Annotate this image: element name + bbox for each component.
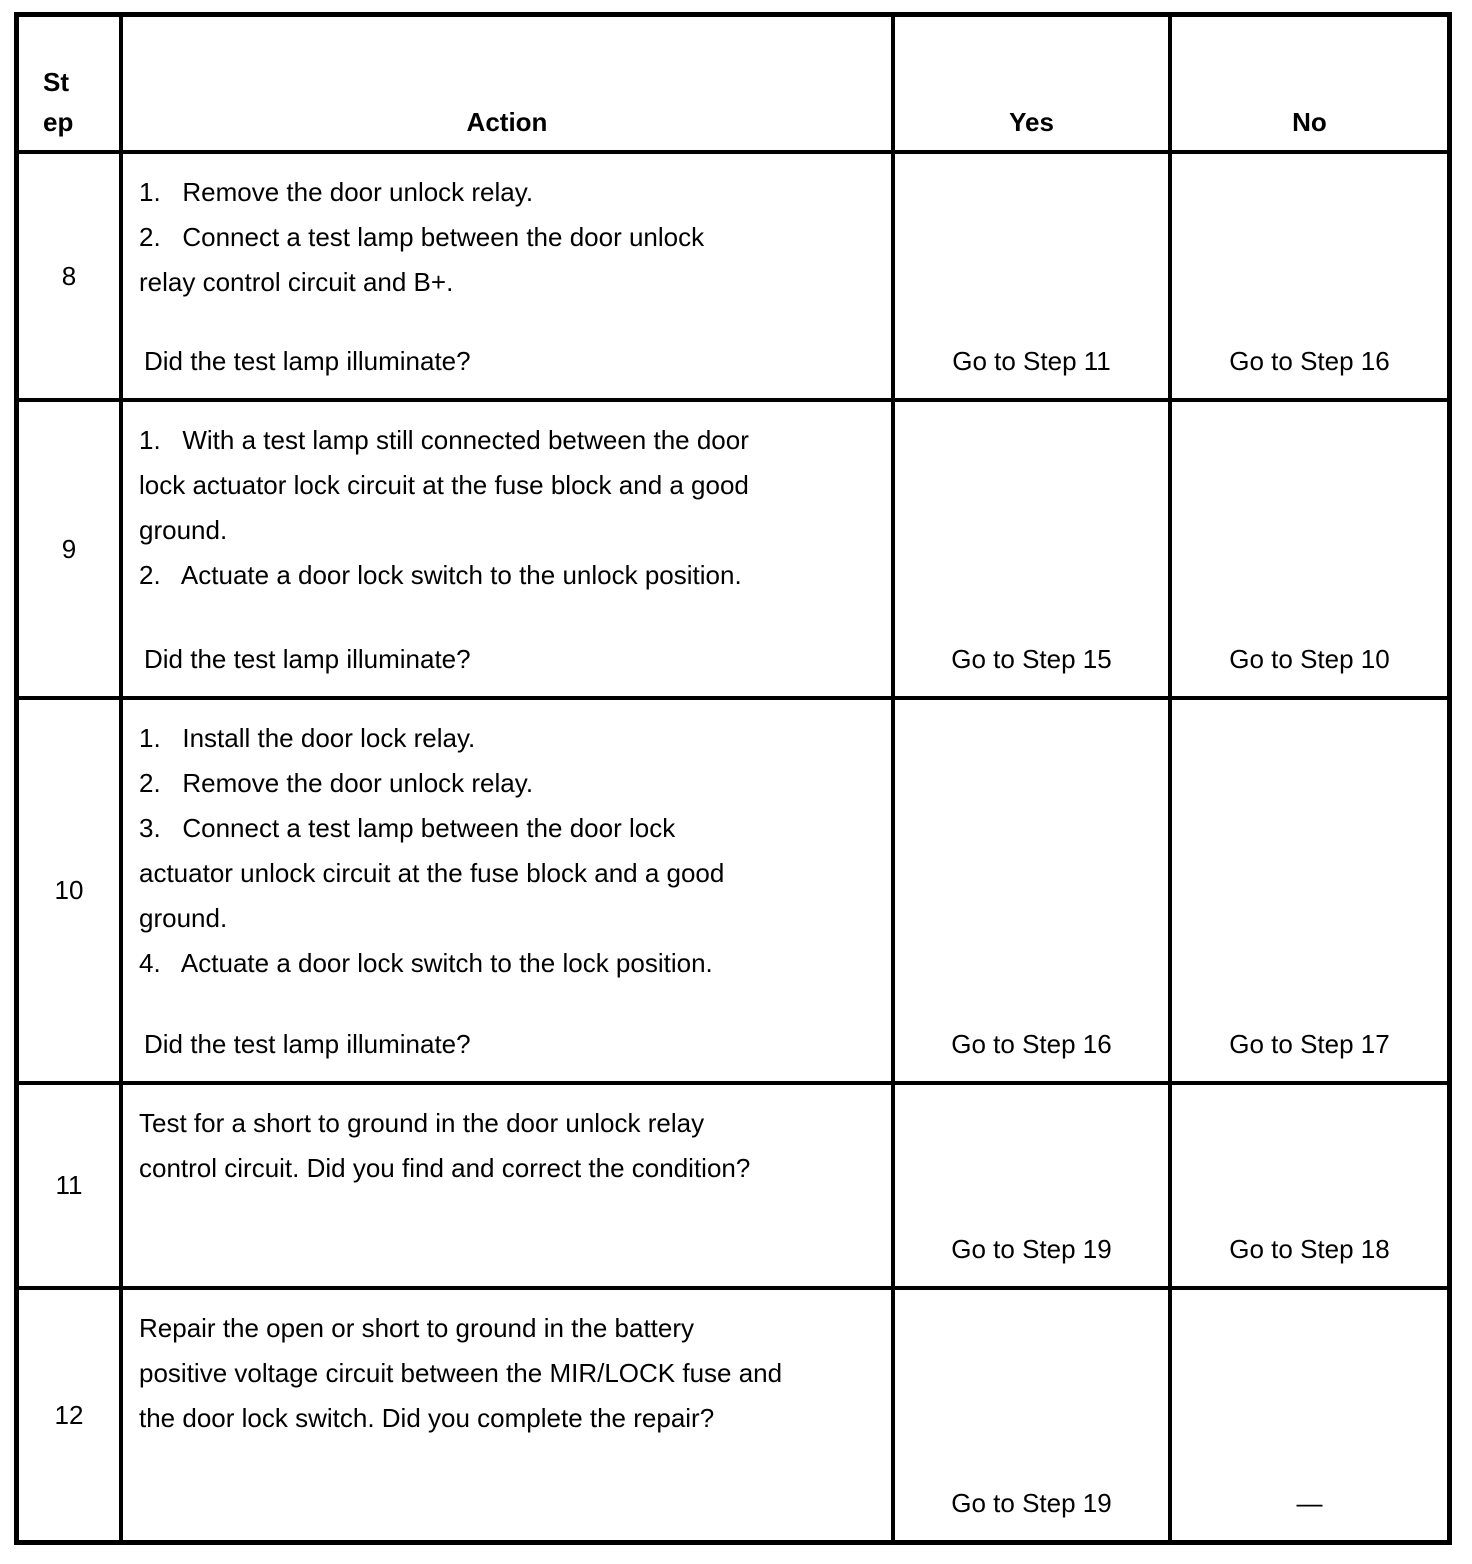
action-line: 1. With a test lamp still connected between the door	[139, 425, 749, 455]
action-line: ground.	[139, 515, 228, 545]
table-row-step-11	[19, 1085, 1447, 1290]
yes-cell	[895, 1085, 1172, 1286]
action-line: lock actuator lock circuit at the fuse block and a good	[139, 470, 749, 500]
header-cell-step	[19, 17, 123, 150]
action-line: positive voltage circuit between the MIR/LOCK fuse and	[139, 1358, 783, 1388]
table-row-step-12	[19, 1290, 1447, 1540]
header-yes-label: Yes	[1009, 107, 1054, 137]
action-line: Test for a short to ground in the door unlock relay	[139, 1108, 705, 1138]
action-line: ground.	[139, 903, 228, 933]
table-header-row	[19, 17, 1447, 154]
no-goto-text: Go to Step 18	[1229, 1234, 1390, 1264]
spacer	[139, 1191, 875, 1272]
action-question: Did the test lamp illuminate?	[144, 1029, 471, 1059]
step-cell	[19, 700, 123, 1081]
no-goto-text: Go to Step 17	[1229, 1029, 1390, 1059]
yes-cell	[895, 700, 1172, 1081]
action-line: 1. Install the door lock relay.	[139, 723, 476, 753]
action-line: 4. Actuate a door lock switch to the lock position.	[139, 948, 713, 978]
header-cell-yes	[895, 17, 1172, 150]
table-row-step-8	[19, 154, 1447, 402]
no-goto-text: —	[1296, 1488, 1323, 1518]
header-no-label: No	[1292, 107, 1327, 137]
header-action-label: Action	[466, 107, 548, 137]
step-number: 8	[61, 260, 77, 291]
header-cell-no	[1172, 17, 1447, 150]
action-cell	[123, 1290, 895, 1540]
no-cell	[1172, 402, 1447, 696]
header-cell-action	[123, 17, 895, 150]
action-question: Did the test lamp illuminate?	[144, 644, 471, 674]
action-cell	[123, 402, 895, 696]
step-number: 12	[54, 1399, 84, 1430]
step-number: 10	[54, 875, 84, 905]
action-line: 2. Connect a test lamp between the door unlock	[139, 222, 705, 252]
action-line: relay control circuit and B+.	[139, 267, 454, 297]
spacer	[139, 598, 875, 637]
header-step-label: St ep	[43, 67, 74, 137]
action-cell	[123, 154, 895, 398]
action-question: Did the test lamp illuminate?	[144, 346, 471, 376]
action-line: 2. Actuate a door lock switch to the unlock position.	[139, 560, 742, 590]
step-cell	[19, 154, 123, 398]
no-cell	[1172, 700, 1447, 1081]
action-line: the door lock switch. Did you complete the repair?	[139, 1403, 715, 1433]
action-line: actuator unlock circuit at the fuse block and a good	[139, 858, 725, 888]
yes-goto-text: Go to Step 15	[951, 644, 1112, 674]
step-cell	[19, 1085, 123, 1286]
yes-goto-text: Go to Step 16	[951, 1029, 1112, 1059]
action-cell	[123, 700, 895, 1081]
action-line: 3. Connect a test lamp between the door lock	[139, 813, 676, 843]
action-line: 2. Remove the door unlock relay.	[139, 768, 534, 798]
troubleshooting-table	[14, 12, 1452, 1545]
yes-goto-text: Go to Step 19	[951, 1234, 1112, 1264]
spacer	[139, 305, 875, 339]
action-line: 1. Remove the door unlock relay.	[139, 177, 534, 207]
table-row-step-10	[19, 700, 1447, 1085]
action-line: Repair the open or short to ground in the battery	[139, 1313, 695, 1343]
yes-cell	[895, 402, 1172, 696]
no-cell	[1172, 1290, 1447, 1540]
no-cell	[1172, 1085, 1447, 1286]
yes-goto-text: Go to Step 19	[951, 1488, 1112, 1518]
step-number: 9	[61, 533, 77, 564]
step-cell	[19, 1290, 123, 1540]
yes-cell	[895, 1290, 1172, 1540]
no-cell	[1172, 154, 1447, 398]
yes-cell	[895, 154, 1172, 398]
step-cell	[19, 402, 123, 696]
spacer	[139, 986, 875, 1022]
table-row-step-9	[19, 402, 1447, 700]
spacer	[139, 1441, 875, 1526]
action-line: control circuit. Did you find and correct the condition?	[139, 1153, 751, 1183]
yes-goto-text: Go to Step 11	[952, 346, 1111, 376]
no-goto-text: Go to Step 10	[1229, 644, 1390, 674]
step-number: 11	[55, 1170, 83, 1200]
no-goto-text: Go to Step 16	[1229, 346, 1390, 376]
action-cell	[123, 1085, 895, 1286]
